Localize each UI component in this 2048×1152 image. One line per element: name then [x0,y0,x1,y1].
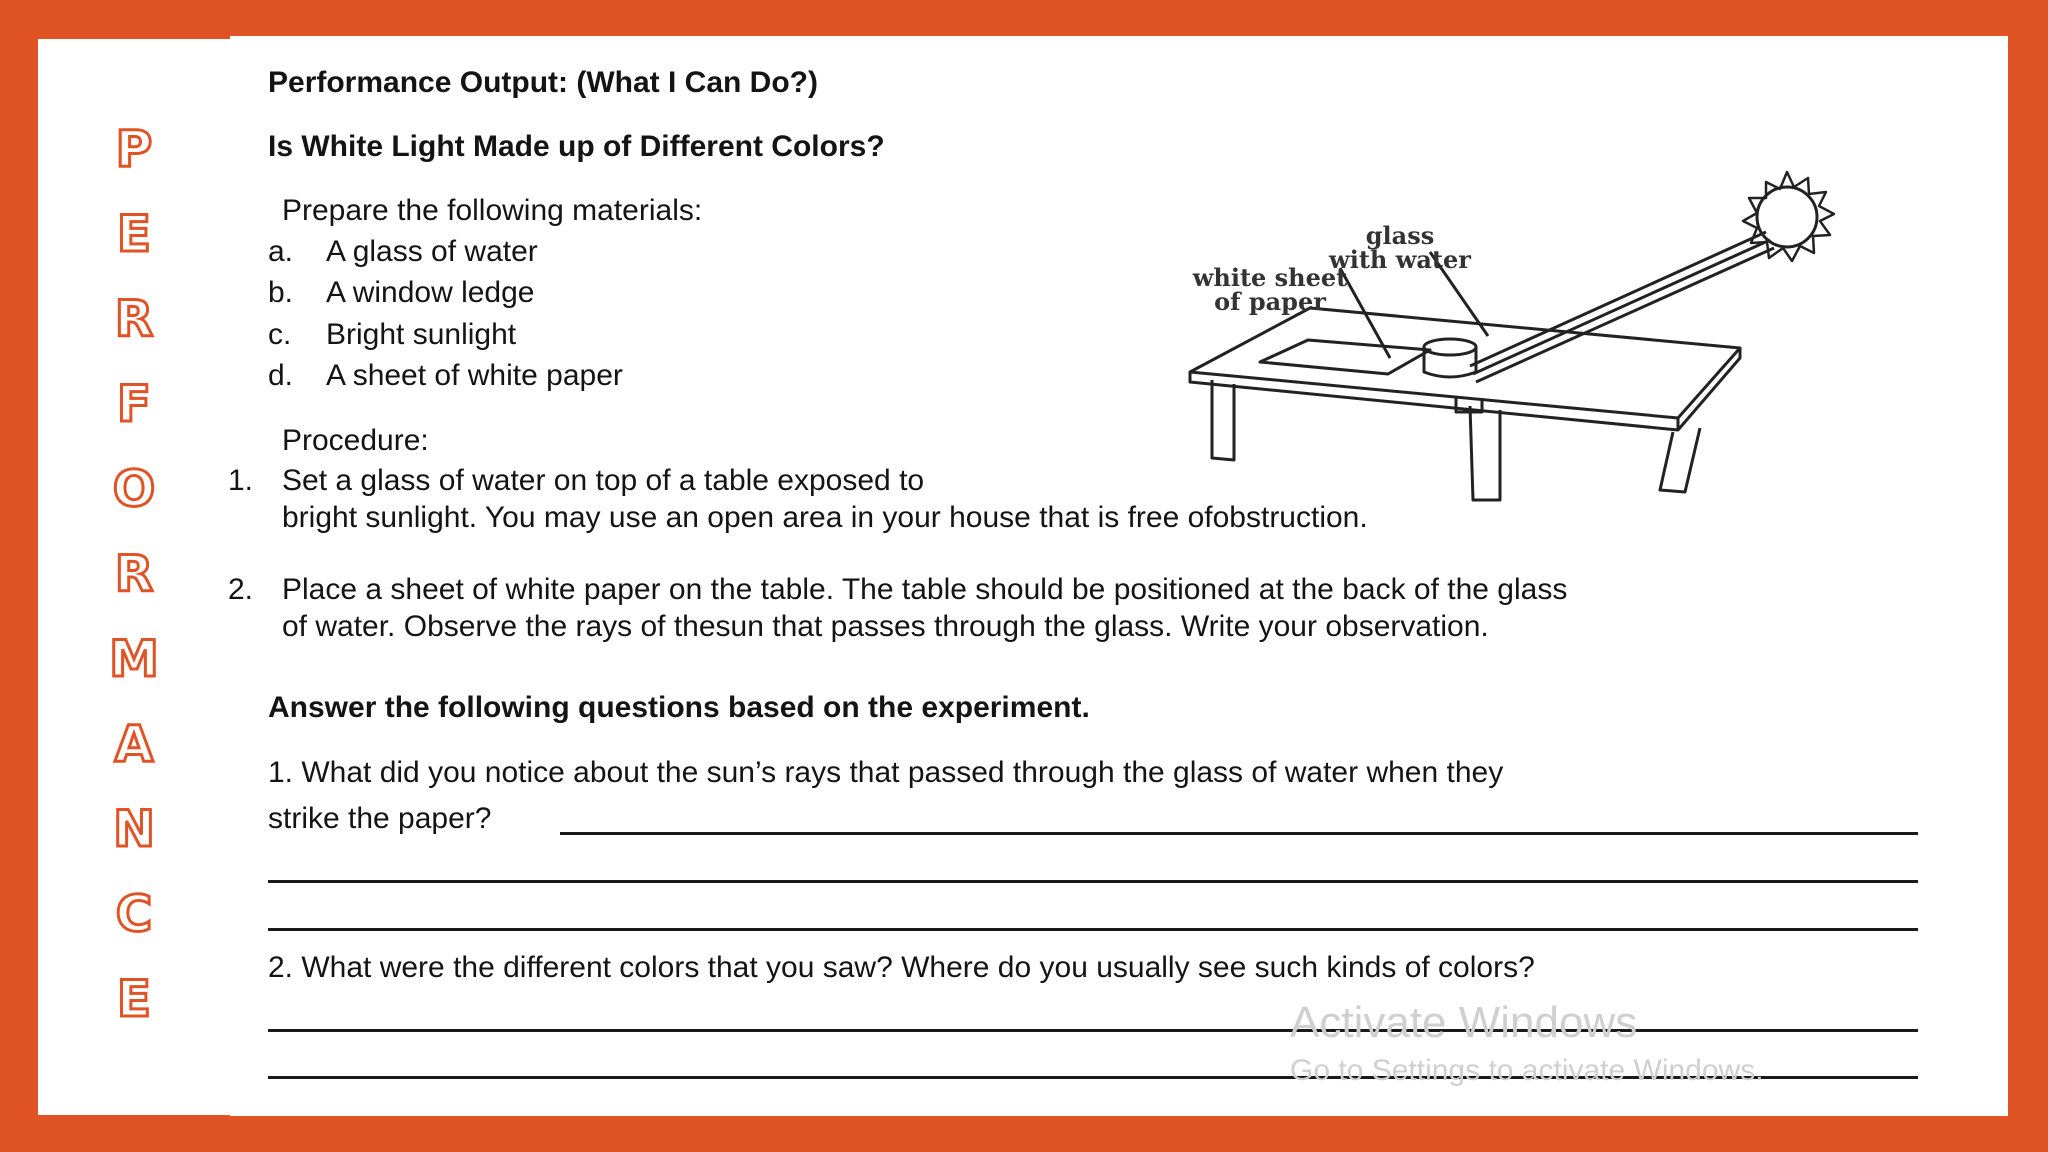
title-letter: C [115,885,153,943]
step-text: of water. Observe the rays of thesun that passes through the glass. Write your observation. [282,610,1489,643]
activate-windows-subtitle: Go to Settings to activate Windows. [1290,1054,1764,1087]
material-item-text: A glass of water [326,235,538,268]
title-letter: O [112,460,156,518]
material-item-letter: c. [268,318,292,351]
side-panel [38,39,230,1115]
title-letter: N [113,800,155,858]
materials-intro: Prepare the following materials: [282,194,703,227]
material-item-text: A sheet of white paper [326,359,623,392]
step-text: Place a sheet of white paper on the table. The table should be positioned at the back of the glass [282,573,1568,606]
step-text: bright sunlight. You may use an open area in your house that is free ofobstruction. [282,501,1368,534]
paper-label: white sheet [1192,263,1348,292]
step-text: Set a glass of water on top of a table exposed to [282,464,925,497]
document-subheading: Is White Light Made up of Different Colors? [268,130,885,163]
material-item-letter: a. [268,235,294,268]
title-letter: E [116,970,152,1028]
question-text: 1. What did you notice about the sun’s rays that passed through the glass of water when they [268,756,1504,789]
experiment-diagram [1140,160,1920,510]
material-item-letter: d. [268,359,294,392]
answer-line [560,832,1918,835]
questions-heading: Answer the following questions based on the experiment. [268,691,1090,724]
question-text: strike the paper? [268,802,492,835]
answer-line [268,1029,1918,1032]
title-letter: R [114,545,154,603]
glass-label: with water [1329,245,1471,274]
question-text: 2. What were the different colors that you saw? Where do you usually see such kinds of colors? [268,951,1535,984]
answer-line [268,928,1918,931]
vertical-title-performance [38,107,230,1042]
activate-windows-watermark: Activate Windows [1290,998,1638,1047]
title-letter: E [116,205,152,263]
document-heading: Performance Output: (What I Can Do?) [268,66,818,99]
step-number: 1. [228,464,254,497]
title-letter: R [114,290,154,348]
glass-label: glass [1365,221,1435,250]
material-item-text: Bright sunlight [326,318,517,351]
worksheet-document [230,36,2008,1116]
procedure-label: Procedure: [282,424,429,457]
title-letter: A [114,715,154,773]
table-sun-diagram [1140,160,1920,510]
title-letter: F [116,375,152,433]
title-letter: P [115,120,153,178]
material-item-text: A window ledge [326,276,535,309]
title-letter: M [109,630,159,688]
answer-line [268,880,1918,883]
paper-label: of paper [1214,287,1326,316]
step-number: 2. [228,573,254,606]
material-item-letter: b. [268,276,294,309]
